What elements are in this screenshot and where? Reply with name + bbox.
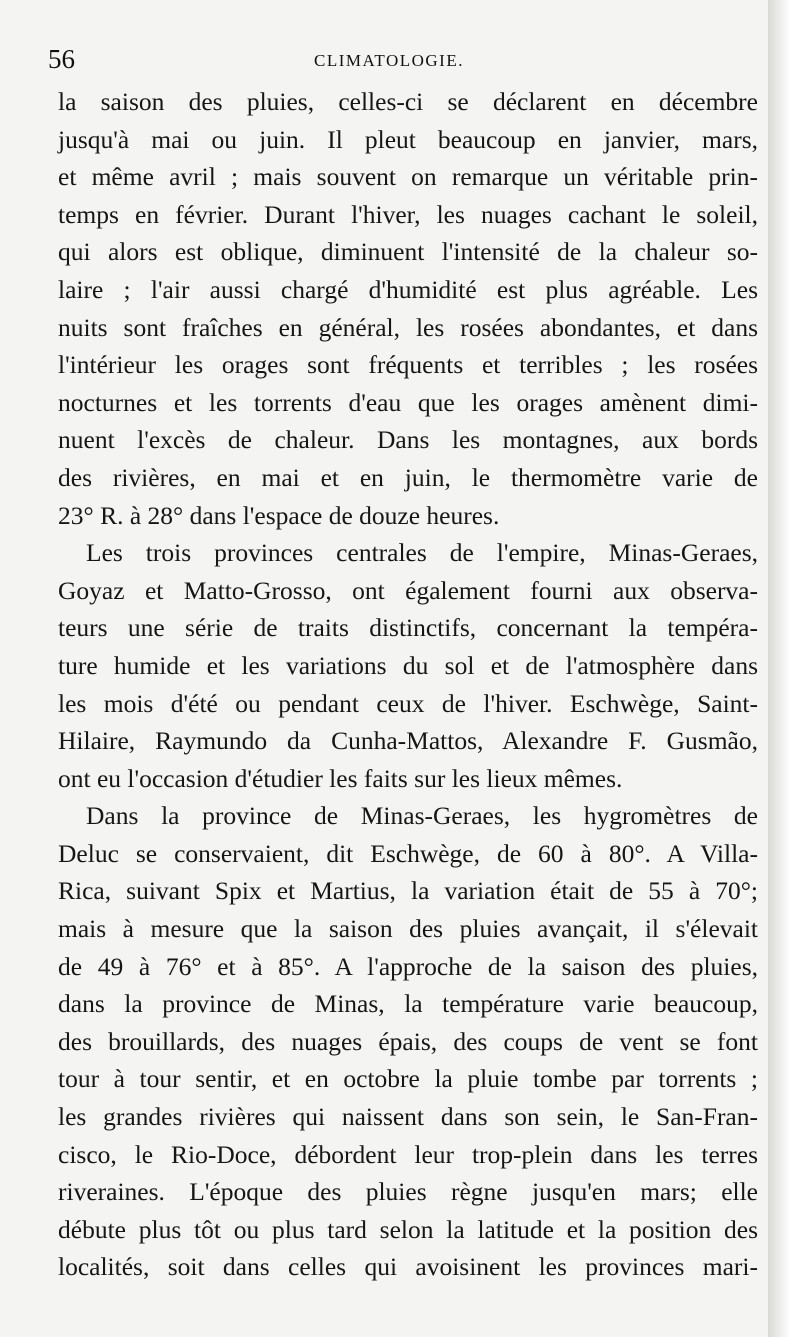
- text-line: Les trois provinces centrales de l'empire, Minas-Geraes,: [86, 538, 758, 568]
- text-line: Deluc se conservaient, dit Eschwège, de 60 à 80°. A Villa-: [58, 838, 758, 868]
- text-line: mais à mesure que la saison des pluies avançait, il s'élevait: [58, 914, 758, 944]
- text-line: cisco, le Rio-Doce, débordent leur trop-plein dans les terres: [58, 1139, 758, 1169]
- text-line: Rica, suivant Spix et Martius, la variation était de 55 à 70°;: [58, 876, 758, 906]
- text-line: temps en février. Durant l'hiver, les nuages cachant le soleil,: [58, 199, 758, 229]
- text-line: ont eu l'occasion d'étudier les faits sur les lieux mêmes.: [58, 763, 623, 793]
- text-line: jusqu'à mai ou juin. Il pleut beaucoup en janvier, mars,: [58, 124, 758, 154]
- text-line: localités, soit dans celles qui avoisinent les provinces mari-: [58, 1252, 758, 1282]
- running-title: CLIMATOLOGIE.: [314, 51, 464, 70]
- text-line: riveraines. L'époque des pluies règne jusqu'en mars; elle: [58, 1177, 758, 1207]
- text-line: les grandes rivières qui naissent dans son sein, le San-Fran-: [58, 1102, 758, 1132]
- text-line: laire ; l'air aussi chargé d'humidité est plus agréable. Les: [58, 274, 758, 304]
- text-line: Hilaire, Raymundo da Cunha-Mattos, Alexandre F. Gusmão,: [58, 726, 758, 756]
- text-line: tour à tour sentir, et en octobre la pluie tombe par torrents ;: [58, 1064, 758, 1094]
- text-line: nuits sont fraîches en général, les rosées abondantes, et dans: [58, 312, 758, 342]
- text-line: Goyaz et Matto-Grosso, ont également fourni aux observa-: [58, 575, 758, 605]
- text-line: débute plus tôt ou plus tard selon la latitude et la position des: [58, 1214, 758, 1244]
- page-header: [48, 42, 748, 76]
- text-line: teurs une série de traits distinctifs, concernant la tempéra-: [58, 613, 758, 643]
- text-line: des brouillards, des nuages épais, des coups de vent se font: [58, 1026, 758, 1056]
- text-line: des rivières, en mai et en juin, le thermomètre varie de: [58, 462, 758, 492]
- text-line: la saison des pluies, celles-ci se déclarent en décembre: [58, 87, 758, 116]
- text-line: nocturnes et les torrents d'eau que les orages amènent dimi-: [58, 387, 758, 417]
- text-line: nuent l'excès de chaleur. Dans les montagnes, aux bords: [58, 425, 758, 455]
- text-line: qui alors est oblique, diminuent l'intensité de la chaleur so-: [58, 237, 758, 267]
- text-line: de 49 à 76° et à 85°. A l'approche de la saison des pluies,: [58, 951, 758, 981]
- text-line: 23° R. à 28° dans l'espace de douze heures.: [58, 500, 500, 530]
- text-line: ture humide et les variations du sol et de l'atmosphère dans: [58, 650, 758, 680]
- text-line: dans la province de Minas, la température varie beaucoup,: [58, 989, 758, 1019]
- page-edge-shadow: [768, 0, 800, 1337]
- text-line: les mois d'été ou pendant ceux de l'hiver. Eschwège, Saint-: [58, 688, 758, 718]
- body-text: [58, 83, 758, 1286]
- text-line: Dans la province de Minas-Geraes, les hygromètres de: [86, 801, 758, 831]
- text-line: l'intérieur les orages sont fréquents et terribles ; les rosées: [58, 350, 758, 380]
- page-number: 56: [48, 44, 75, 74]
- text-line: et même avril ; mais souvent on remarque un véritable prin-: [58, 162, 758, 192]
